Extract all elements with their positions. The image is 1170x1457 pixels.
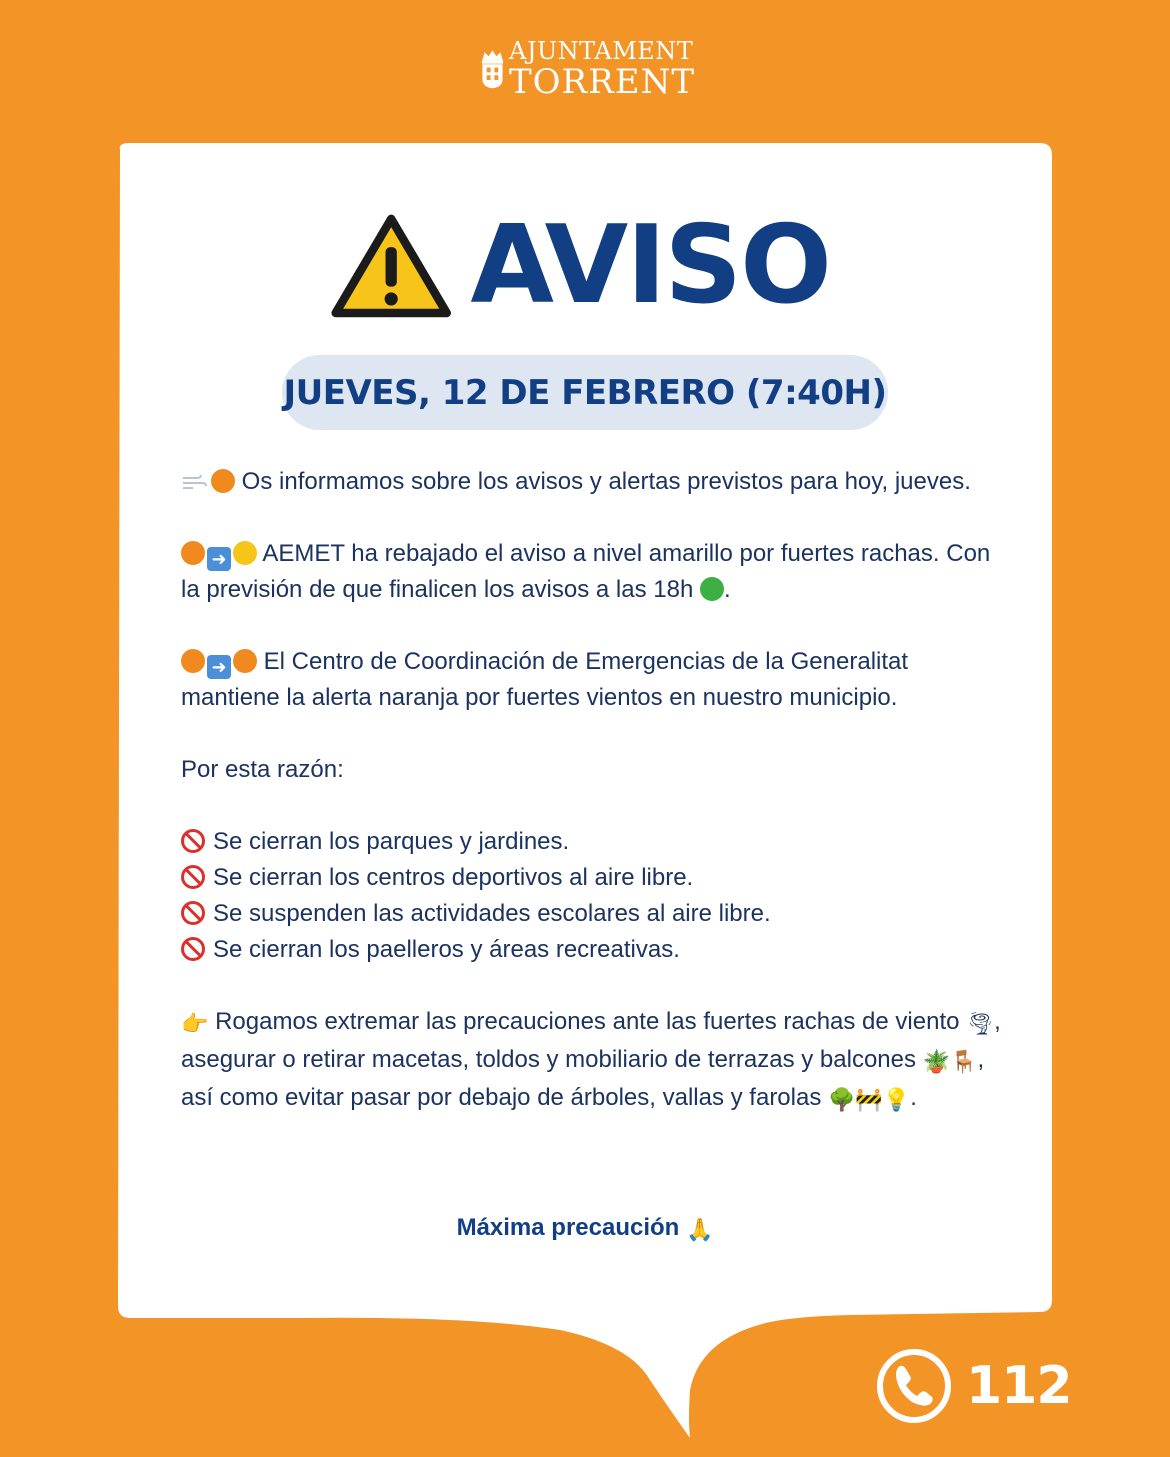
page-title: AVISO (470, 202, 830, 328)
title-row (330, 202, 830, 328)
logo-line2: TORRENT (509, 62, 695, 102)
aemet-end: . (723, 576, 731, 603)
date-badge: JUEVES, 12 DE FEBRERO (7:40H) (282, 355, 888, 430)
list-item-text: Se suspenden las actividades escolares al aire libre. (213, 900, 771, 927)
yellow-dot-icon (233, 541, 257, 565)
crown-shield-icon (480, 28, 505, 110)
ruego-text-c: , así como evitar pasar por debajo de árboles, vallas y farolas (181, 1046, 985, 1111)
ruego-text-a: Rogamos extremar las precauciones ante las fuertes rachas de viento (215, 1008, 960, 1035)
measures-list (181, 824, 1011, 968)
wind-icon (181, 472, 207, 492)
pray-icon: 🙏 (686, 1217, 714, 1242)
arrow-right-icon: ➜ (207, 655, 231, 679)
list-item (181, 824, 1011, 860)
pointing-hand-icon: 👉 (181, 1011, 209, 1036)
notice-body (181, 464, 1011, 1154)
barrier-icon: 🚧 (855, 1087, 883, 1112)
orange-dot-icon (211, 469, 235, 493)
final-note (0, 1214, 1170, 1243)
list-item (181, 896, 1011, 932)
tree-icon: 🌳 (828, 1087, 856, 1112)
list-item (181, 860, 1011, 896)
orange-dot-icon (233, 649, 257, 673)
list-item-text: Se cierran los paelleros y áreas recreativas. (213, 936, 680, 963)
aemet-paragraph (181, 536, 1011, 608)
no-entry-icon (181, 937, 205, 961)
list-item-text: Se cierran los parques y jardines. (213, 828, 570, 855)
logo-line1: AJUNTAMENT (509, 37, 694, 65)
bulb-icon: 💡 (882, 1087, 911, 1112)
aemet-text: AEMET ha rebajado el aviso a nivel amarillo por fuertes rachas. Con la previsión de que finalicen los avisos a las 18h (181, 540, 991, 603)
green-dot-icon (700, 577, 724, 601)
chair-icon: 🪑 (950, 1049, 978, 1074)
plant-icon: 🪴 (922, 1049, 951, 1074)
arrow-right-icon: ➜ (207, 547, 231, 571)
warning-icon (330, 208, 452, 323)
list-item-text: Se cierran los centros deportivos al aire libre. (213, 864, 694, 891)
no-entry-icon (181, 865, 205, 889)
phone-icon[interactable] (876, 1348, 952, 1424)
list-item (181, 932, 1011, 968)
wind-icon: 🌪 (966, 1011, 995, 1036)
centro-text: El Centro de Coordinación de Emergencias de la Generalitat mantiene la alerta naranja por fuertes vientos en nuestro municipio. (181, 648, 909, 711)
ruego-text-d: . (910, 1084, 917, 1111)
ajuntament-logo (480, 26, 695, 112)
emergency-number[interactable]: 112 (966, 1356, 1072, 1416)
centro-paragraph (181, 644, 1011, 716)
orange-dot-icon (181, 649, 205, 673)
final-text: Máxima precaución (456, 1214, 680, 1241)
orange-dot-icon (181, 541, 205, 565)
no-entry-icon (181, 901, 205, 925)
ruego-text-b: , asegurar o retirar macetas, toldos y mobiliario de terrazas y balcones (181, 1008, 1001, 1073)
intro-text: Os informamos sobre los avisos y alertas previstos para hoy, jueves. (241, 468, 971, 495)
razon-paragraph: Por esta razón: (181, 756, 344, 783)
intro-paragraph (181, 464, 1011, 500)
no-entry-icon (181, 829, 205, 853)
ruego-paragraph (181, 1004, 1011, 1118)
